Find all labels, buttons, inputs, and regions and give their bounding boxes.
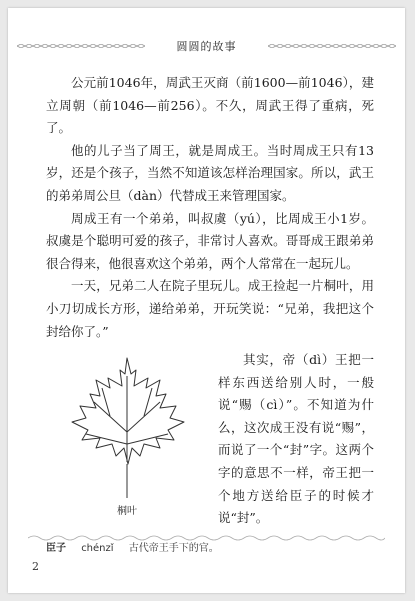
footnote-definition: 古代帝王手下的官。 [128,543,219,554]
leaf-figure [52,352,202,522]
book-page [8,8,405,593]
footnote-pinyin: chénzǐ [81,543,114,554]
paragraph-4: 一天，兄弟二人在院子里玩儿。成王捡起一片桐叶，用小刀切成长方形，递给弟弟，开玩笑说：“兄弟，我把这个封给你了。” [46,278,374,339]
side-text [218,349,374,530]
footnote-term: 臣子 [46,543,66,554]
header-title: 圆圆的故事 [176,40,237,53]
page-number: 2 [32,560,39,573]
header-ornament-right [268,44,396,48]
paragraph-2: 他的儿子当了周王，就是周成王。当时周成王只有13岁，还是个孩子，当然不知道该怎样治理国家。所以，武王的弟弟周公旦（dàn）代替成王来管理国家。 [46,142,374,203]
paragraph-3: 周成王有一个弟弟，叫叔虞（yú），比周成王小1岁。叔虞是个聪明可爱的孩子，非常讨人喜欢。哥哥成王跟弟弟很合得来，他很喜欢这个弟弟，两个人常常在一起玩儿。 [46,210,374,271]
footnote [46,539,376,554]
running-header [8,38,405,54]
side-paragraph: 其实，帝（dì）王把一样东西送给别人时，一般说“赐（cì）”。不知道为什么，这次成王没有说“赐”，而说了一个“封”字。这两个字的意思不一样，帝王把一个地方送给臣子的时候才说“封”。 [218,352,374,526]
footnote-divider [28,527,385,535]
main-text [46,72,374,343]
figure-caption: 桐叶 [117,506,137,517]
maple-leaf-illustration [60,352,194,500]
paragraph-1: 公元前1046年，周武王灭商（前1600—前1046），建立周朝（前1046—前256）。不久，周武王得了重病，死了。 [46,75,374,136]
